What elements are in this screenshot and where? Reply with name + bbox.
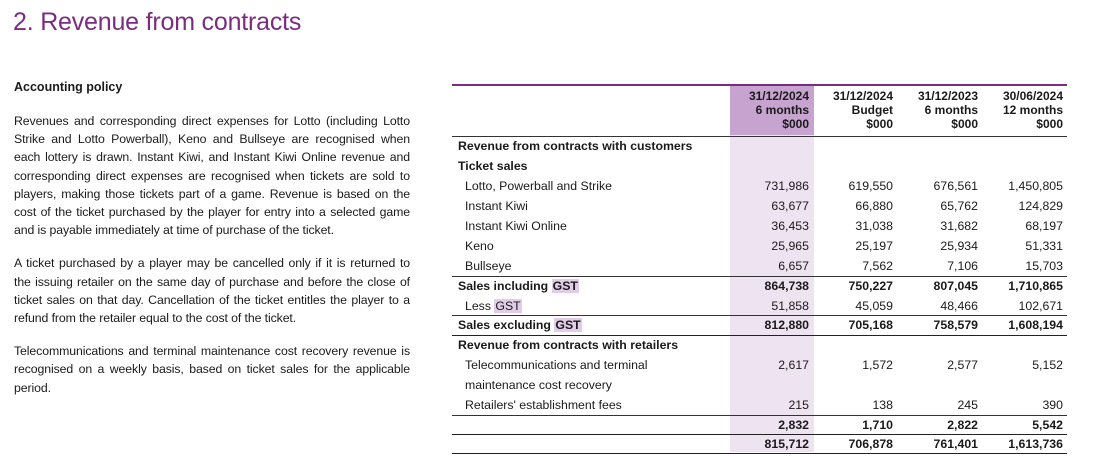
policy-paragraph-2: A ticket purchased by a player may be cancelled only if it is returned to the issuing retailer on the same day of purchase and before the close of ticket sales on that day. Cancellation of the ticket entitles the player to a refund from the retailer equal to the cost of the ticket.	[14, 256, 410, 326]
row-label: Instant Kiwi Online	[465, 219, 567, 233]
cell: 65,762	[940, 199, 978, 213]
cell: 864,738	[764, 279, 809, 293]
cell: 2,822	[947, 418, 978, 432]
cell: 48,466	[940, 299, 978, 313]
section-row-customers	[452, 136, 1067, 156]
accounting-policy	[14, 80, 410, 412]
table-row	[452, 395, 1067, 415]
table-row-continuation	[452, 375, 1067, 395]
less-gst-row	[452, 296, 1067, 316]
gst-highlight: GST	[555, 318, 581, 332]
cell: 619,550	[848, 179, 893, 193]
cell: 2,617	[778, 358, 809, 372]
table-row	[452, 176, 1067, 196]
cell: 807,045	[933, 279, 978, 293]
header-col-4: 30/06/2024 12 months $000	[1002, 89, 1063, 131]
gst-highlight: GST	[552, 279, 578, 293]
cell: 25,934	[940, 239, 978, 253]
sales-including-gst-row	[452, 276, 1067, 296]
row-label: Bullseye	[465, 259, 512, 273]
table-row	[452, 216, 1067, 236]
cell: 1,710	[862, 418, 893, 432]
cell: 45,059	[855, 299, 893, 313]
subtotal-row	[452, 415, 1067, 435]
cell: 15,703	[1025, 259, 1063, 273]
row-label: Sales including GST	[458, 279, 578, 293]
cell: 66,880	[855, 199, 893, 213]
cell: 390	[1042, 398, 1063, 412]
section-row-retailers	[452, 335, 1067, 355]
section-label: Revenue from contracts with retailers	[458, 338, 679, 352]
cell: 63,677	[771, 199, 809, 213]
row-label: Lotto, Powerball and Strike	[465, 179, 612, 193]
policy-heading: Accounting policy	[14, 80, 123, 94]
sales-excluding-gst-row	[452, 315, 1067, 335]
cell: 6,657	[778, 259, 809, 273]
cell: 7,562	[862, 259, 893, 273]
cell: 36,453	[771, 219, 809, 233]
gst-highlight: GST	[495, 299, 521, 313]
table-bottom-rule	[452, 453, 1067, 454]
cell: 1,613,736	[1008, 437, 1063, 451]
cell: 5,542	[1032, 418, 1063, 432]
cell: 1,608,194	[1008, 318, 1063, 332]
subsection-label: Ticket sales	[458, 159, 528, 173]
cell: 138	[872, 398, 893, 412]
table-row	[452, 256, 1067, 276]
cell: 68,197	[1025, 219, 1063, 233]
policy-paragraph-3: Telecommunications and terminal maintenance cost recovery revenue is recognised on a weekly basis, based on ticket sales for the applicable period.	[14, 344, 410, 395]
cell: 1,450,805	[1008, 179, 1063, 193]
table-row	[452, 236, 1067, 256]
section-label: Revenue from contracts with customers	[458, 139, 693, 153]
table-top-rule	[452, 84, 1067, 86]
header-col-2: 31/12/2024 Budget $000	[832, 89, 893, 131]
cell: 102,671	[1018, 299, 1063, 313]
cell: 1,572	[862, 358, 893, 372]
cell: 758,579	[933, 318, 978, 332]
cell: 761,401	[933, 437, 978, 451]
cell: 215	[788, 398, 809, 412]
page-title: 2. Revenue from contracts	[13, 8, 302, 36]
cell: 51,331	[1025, 239, 1063, 253]
policy-paragraph-1: Revenues and corresponding direct expenses for Lotto (including Lotto Strike and Lotto Powerball), Keno and Bullseye are recognised when each lottery is drawn. Instant Kiwi, and Instant Kiwi Online revenue and corresponding direct expenses are recognised when tickets are sold to players, making those tickets part of a game. Revenue is based on the cost of the ticket purchased by the player for entry into a selected game and is payable immediately at time of purchase of the ticket.	[14, 114, 410, 238]
row-label: Sales excluding GST	[458, 318, 581, 332]
cell: 676,561	[933, 179, 978, 193]
subsection-row-ticket-sales	[452, 156, 1067, 176]
header-col-1: 31/12/2024 6 months $000	[748, 89, 809, 131]
cell: 124,829	[1018, 199, 1063, 213]
revenue-table	[452, 84, 1067, 454]
table-row	[452, 196, 1067, 216]
cell: 5,152	[1032, 358, 1063, 372]
cell: 1,710,865	[1008, 279, 1063, 293]
cell: 2,832	[778, 418, 809, 432]
cell: 705,168	[848, 318, 893, 332]
total-row	[452, 434, 1067, 454]
cell: 51,858	[771, 299, 809, 313]
cell: 25,197	[855, 239, 893, 253]
table-row	[452, 355, 1067, 375]
cell: 31,682	[940, 219, 978, 233]
cell: 7,106	[947, 259, 978, 273]
row-label: Instant Kiwi	[465, 199, 528, 213]
cell: 245	[957, 398, 978, 412]
row-label: maintenance cost recovery	[465, 378, 612, 392]
row-label: Less GST	[465, 299, 521, 313]
cell: 731,986	[764, 179, 809, 193]
row-label: Keno	[465, 239, 494, 253]
cell: 2,577	[947, 358, 978, 372]
cell: 750,227	[848, 279, 893, 293]
row-label: Telecommunications and terminal	[465, 358, 648, 372]
cell: 812,880	[764, 318, 809, 332]
cell: 31,038	[855, 219, 893, 233]
header-col-3: 31/12/2023 6 months $000	[917, 89, 978, 131]
cell: 706,878	[848, 437, 893, 451]
cell: 25,965	[771, 239, 809, 253]
row-label: Retailers' establishment fees	[465, 398, 622, 412]
cell: 815,712	[764, 437, 809, 451]
